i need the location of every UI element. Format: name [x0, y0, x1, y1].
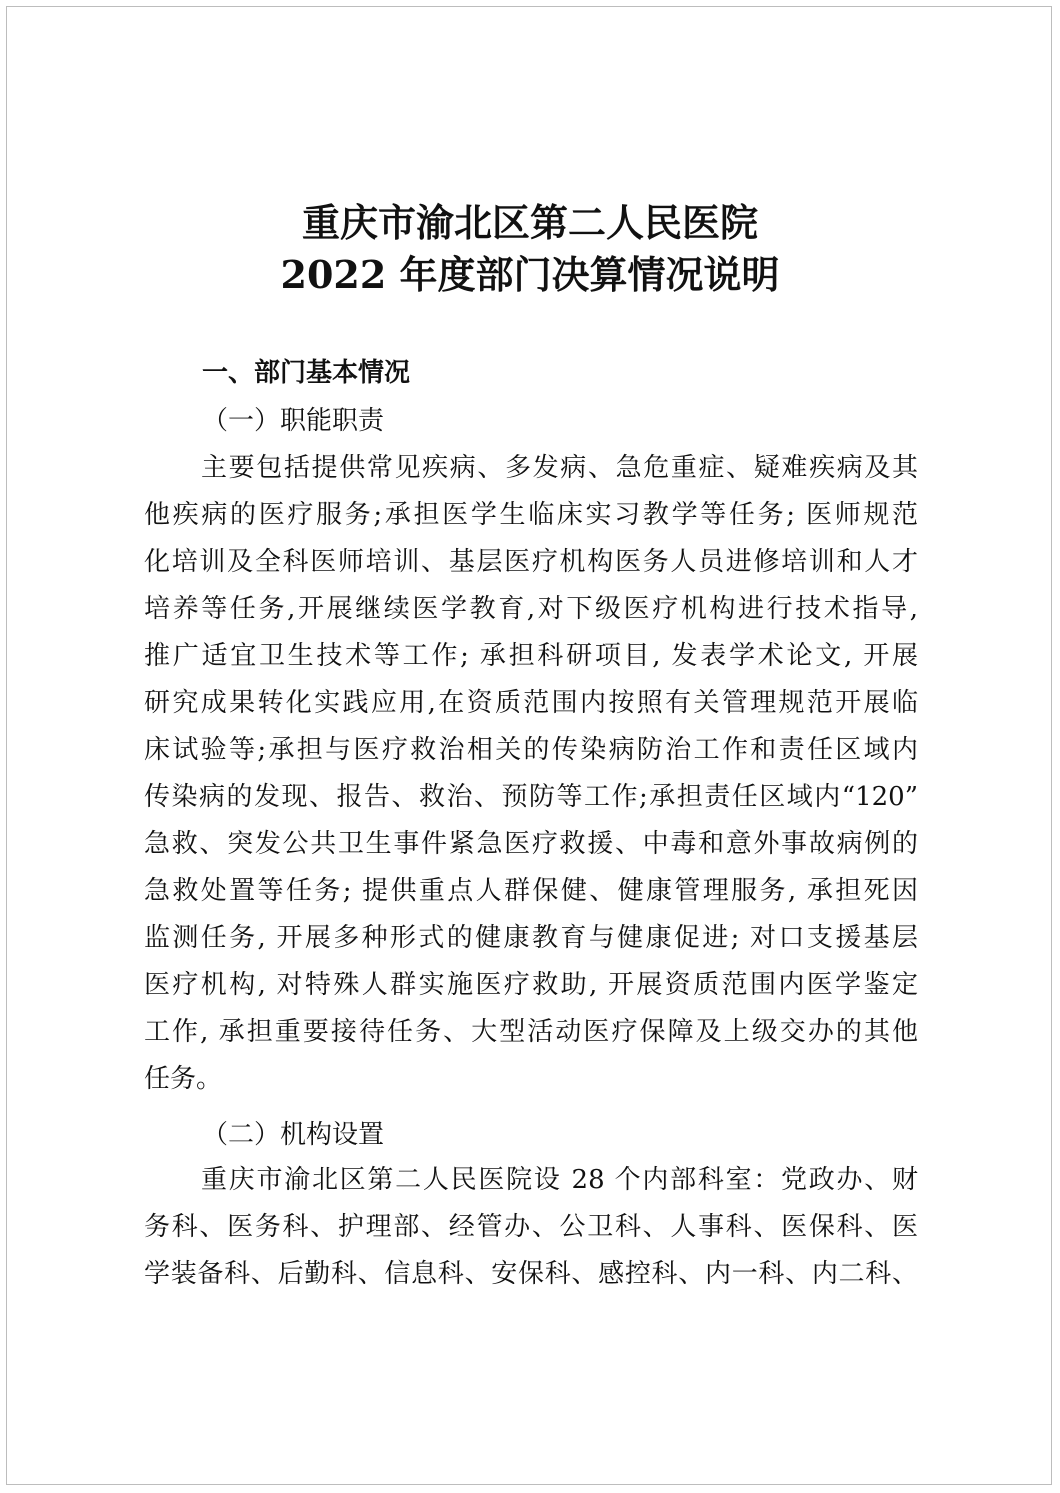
paragraph-functions-line: 主要包括提供常见疾病、多发病、急危重症、疑难疾病及其	[201, 453, 918, 483]
section-heading-basic-info: 一、部门基本情况	[202, 358, 411, 388]
document-title-line-2: 2022 年度部门决算情况说明	[280, 252, 780, 297]
paragraph-functions-line: 监测任务, 开展多种形式的健康教育与健康促进; 对口支援基层	[144, 923, 918, 953]
document-title-line-1: 重庆市渝北区第二人民医院	[301, 200, 758, 245]
paragraph-functions-line: 任务。	[144, 1064, 223, 1094]
paragraph-organization-line: 重庆市渝北区第二人民医院设 28 个内部科室：党政办、财	[201, 1165, 918, 1195]
paragraph-organization-line: 学装备科、后勤科、信息科、安保科、感控科、内一科、内二科、	[144, 1259, 918, 1289]
paragraph-functions-line: 工作, 承担重要接待任务、大型活动医疗保障及上级交办的其他	[144, 1017, 918, 1047]
paragraph-functions-line: 急救、突发公共卫生事件紧急医疗救援、中毒和意外事故病例的	[144, 829, 918, 859]
paragraph-organization-line: 务科、医务科、护理部、经管办、公卫科、人事科、医保科、医	[144, 1212, 918, 1242]
paragraph-functions-line: 推广适宜卫生技术等工作; 承担科研项目, 发表学术论文, 开展	[144, 641, 918, 671]
paragraph-functions-line: 研究成果转化实践应用,在资质范围内按照有关管理规范开展临	[144, 688, 918, 718]
subsection-heading-functions: （一）职能职责	[202, 406, 385, 436]
paragraph-functions-line: 培养等任务,开展继续医学教育,对下级医疗机构进行技术指导,	[144, 594, 918, 624]
paragraph-functions-line: 医疗机构, 对特殊人群实施医疗救助, 开展资质范围内医学鉴定	[144, 970, 918, 1000]
paragraph-functions-line: 传染病的发现、报告、救治、预防等工作;承担责任区域内“120”	[144, 782, 918, 812]
paragraph-functions-line: 他疾病的医疗服务;承担医学生临床实习教学等任务; 医师规范	[144, 500, 918, 530]
paragraph-functions-line: 床试验等;承担与医疗救治相关的传染病防治工作和责任区域内	[144, 735, 918, 765]
subsection-heading-organization: （二）机构设置	[202, 1120, 385, 1150]
paragraph-functions-line: 急救处置等任务; 提供重点人群保健、健康管理服务, 承担死因	[144, 876, 918, 906]
paragraph-functions-line: 化培训及全科医师培训、基层医疗机构医务人员进修培训和人才	[144, 547, 918, 577]
